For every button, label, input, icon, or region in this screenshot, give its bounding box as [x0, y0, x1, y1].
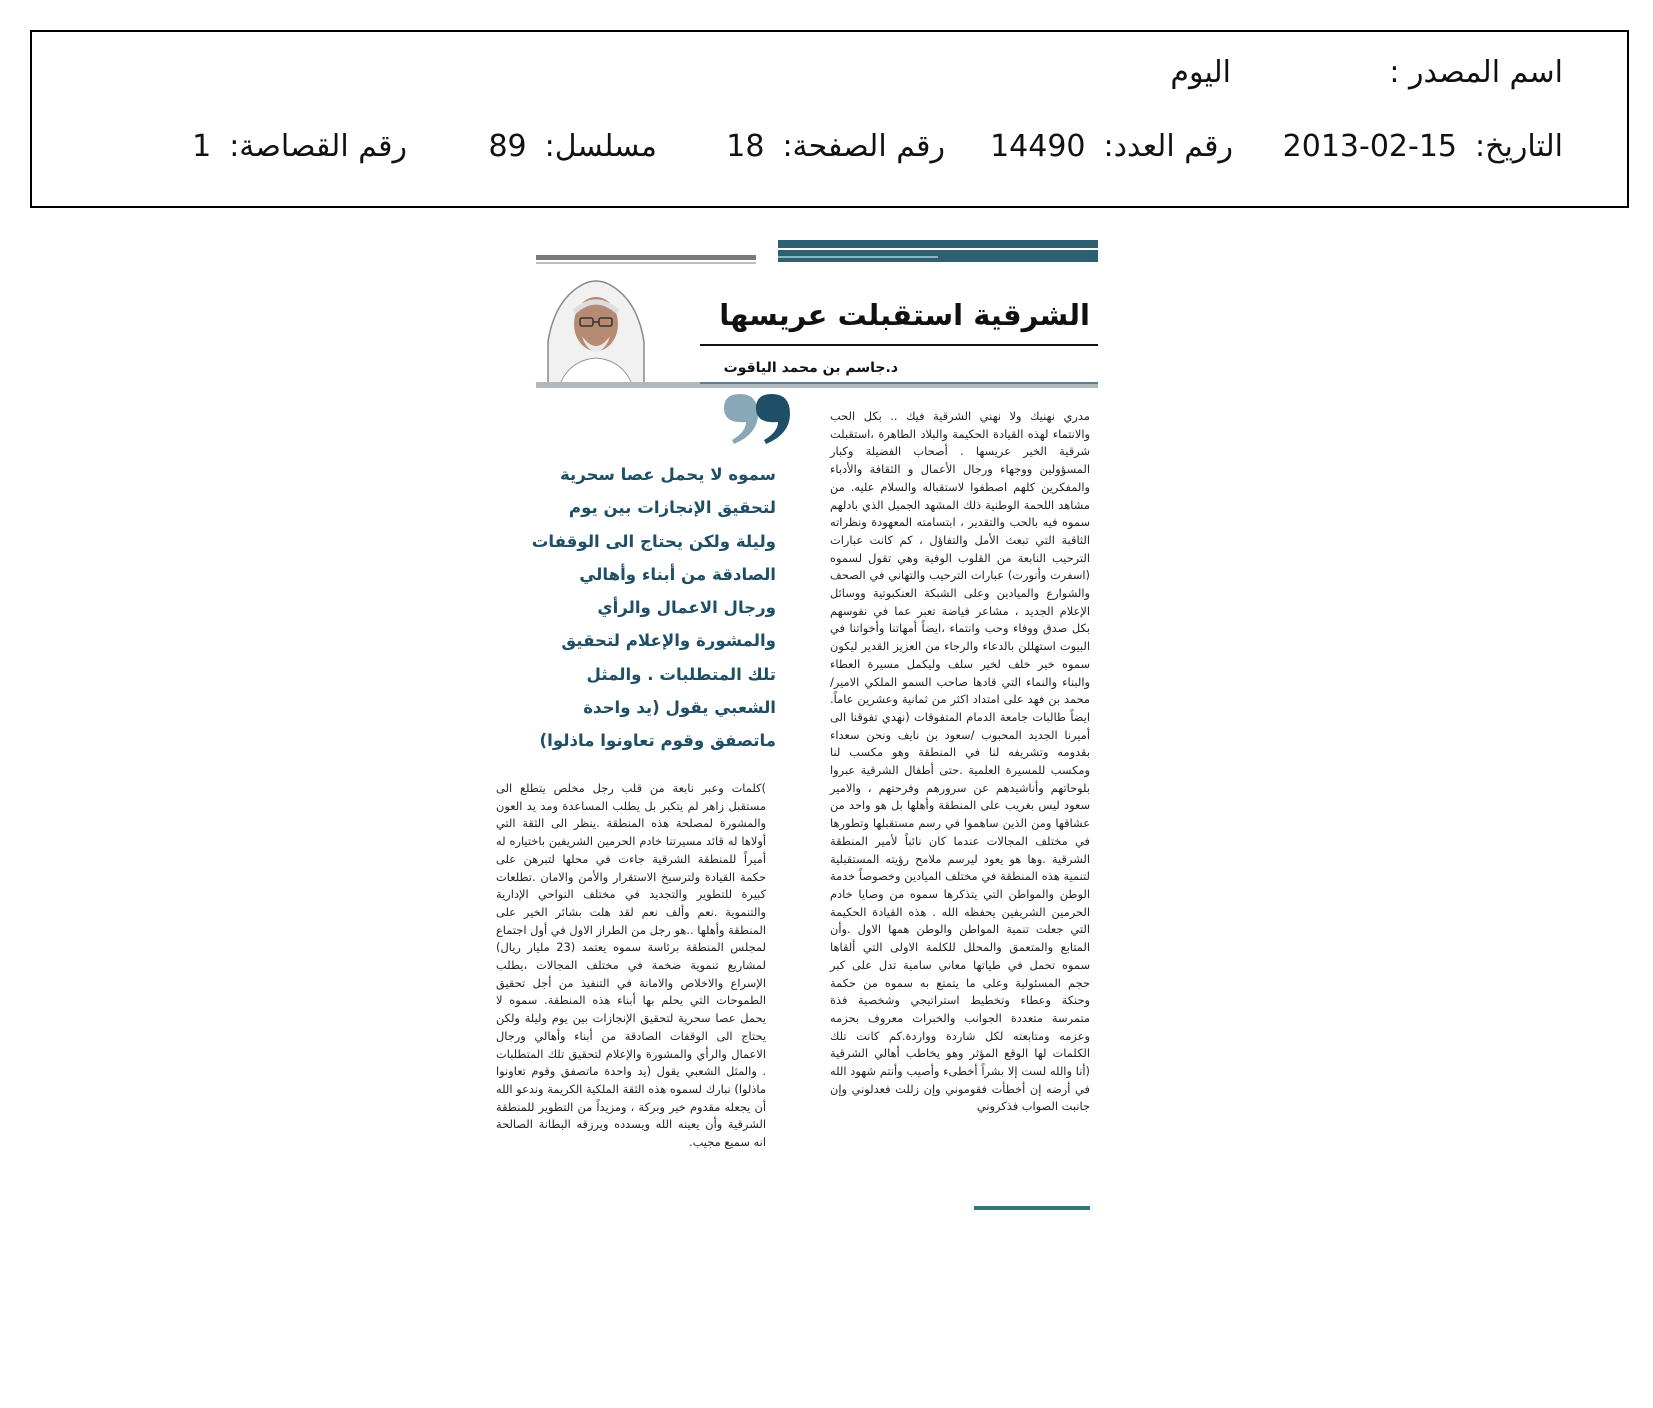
pull-quote: سموه لا يحمل عصا سحرية لتحقيق الإنجازات بين يوم وليلة ولكن يحتاج الى الوقفات الصادقة من أبناء وأهالي ورجال الاعمال والرأي والمشورة والإعلام لتحقيق تلك المتطلبات . والمثل الشعبي يقول (يد واحدة ماتصفق وقوم تعاونوا ماذلوا) [531, 465, 776, 751]
page-value: 18 [726, 129, 765, 164]
article-author: د.جاسم بن محمد الياقوت [723, 360, 898, 376]
quote-mark-icon [710, 388, 790, 448]
article-title: الشرقية استقبلت عريسها [719, 298, 1090, 332]
article-column-right [830, 408, 1090, 1408]
issue-field [990, 129, 1233, 164]
body-text-left: )كلمات وعبر نابعة من قلب رجل مخلص يتطلع الى مستقبل زاهر لم يتكبر بل يطلب المساعدة ومد يد العون والمشورة لمصلحة هذه المنطقة .ينظر الى الثقة التي أولاها له قائد مسيرتنا خادم الحرمين الشريفين باختياره له أميراً للمنطقة الشرقية جاءت في محلها لتبرهن على حكمة القيادة ولترسيخ الاستقرار والأمن والامان .تطلعات كبيرة للتطوير والتجديد في مختلف النواحي الإدارية والتنموية .نعم وألف نعم لقد هلت بشائر الخير على المنطقة وأهلها ..هو رجل من الطراز الاول في أول اجتماع لمجلس المنطقة برئاسة سموه يعتمد (23 مليار ريال) لمشاريع تنموية ضخمة في مختلف المجالات ،يطلب الإسراع والاخلاص والامانة في التنفيذ من أجل تحقيق الطموحات التي يحلم بها أبناء هذه المنطقة. سموه لا يحمل عصا سحرية لتحقيق الإنجازات بين يوم وليلة ولكن يحتاج الى الوقفات الصادقة من أبناء وأهالي ورجال الاعمال والرأي والمشورة والإعلام لتحقيق تلك المتطلبات . والمثل الشعبي يقول (يد واحدة ماتصفق وقوم تعاونوا ماذلوا) نبارك لسموه هذه الثقة الملكية الكريمة وندعو الله أن يجعله مقدوم خير وبركة ، ومزيداً من التطوير للمنطقة الشرقية وأن يعينه الله ويسدده ويرزقه البطانة الصالحة انه سميع مجيب. [496, 781, 767, 1150]
decor-bar-right [778, 240, 1098, 262]
clip-label: رقم القصاصة: [229, 129, 407, 164]
serial-value: 89 [488, 129, 527, 164]
clip-value: 1 [192, 129, 212, 164]
article-column-left [496, 780, 766, 1210]
author-divider [700, 382, 1098, 384]
source-value: اليوم [1170, 55, 1231, 90]
page-field [726, 129, 945, 164]
clipping-header [30, 30, 1629, 208]
serial-field [488, 129, 657, 164]
author-portrait [540, 272, 652, 384]
date-value: 2013-02-15 [1282, 129, 1458, 164]
date-field [1282, 129, 1563, 164]
decor-bar-left [536, 255, 756, 260]
date-label: التاريخ: [1475, 129, 1563, 164]
article-clipping [496, 240, 1098, 1290]
source-label: اسم المصدر : [1389, 55, 1563, 90]
issue-value: 14490 [990, 129, 1086, 164]
body-text-right: مدري نهنيك ولا نهني الشرقية فيك .. بكل الحب والانتماء لهذه القيادة الحكيمة والبلاد الطاهرة ،استقبلت شرقية الخير عريسها . أصحاب الفضيلة وكبار المسؤولين ووجهاء ورجال الأعمال و الثقافة والأدباء والمفكرين كلهم اصطفوا لاستقباله والسلام عليه. من مشاهد اللحمة الوطنية ذلك المشهد الجميل الذي بادلهم سموه فيه بالحب والتقدير ، ابتسامته المعهودة ونظراته الثاقبة التي تبعث الأمل والتفاؤل ، كم كانت عبارات الترحيب النابعة من القلوب الوفية وهي تقول لسموه (اسفرت وأنورت) عبارات الترحيب والتهاني في الصحف والشوارع والميادين وعلى الشبكة العنكبوتية ووسائل الإعلام الجديد ، مشاعر فياضة تعبر عما في نفوسهم بكل صدق ووفاء وحب وانتماء ،ايضاً أمهاتنا وأخواتنا في البيوت استهللن بالدعاء والرجاء من العزيز القدير ليكون سموه خير خلف لخير سلف وليكمل مسيرة العطاء والبناء والنماء التي قادها صاحب السمو الملكي الامير/محمد بن فهد على امتداد اكثر من ثمانية وعشرين عاماً. ايضاً طالبات جامعة الدمام المتفوقات (نهدي تفوقنا الى أميرنا الجديد المحبوب /سعود بن نايف ونحن سعداء بقدومه وتشريفه لنا في المنطقة وهو مكسب لنا ومكسب للمسيرة العلمية .حتى أطفال الشرقية عبروا بلوحاتهم وأناشيدهم عن سرورهم وفرحتهم ، والامير سعود ليس بغريب على المنطقة وأهلها بل هو واحد من عشاقها ومن الذين ساهموا في رسم مستقبلها وتطورها في مختلف المجالات عندما كان نائباً لأمير المنطقة الشرقية .وها هو يعود ليرسم ملامح رؤيته المستقبلية لتنمية هذه المنطقة في مختلف الميادين وخصوصاً خدمة الوطن والمواطن التي يتذكرها سموه من وصايا خادم الحرمين الشريفين يحفظه الله . هذه القيادة الحكيمة التي جعلت تنمية المواطن والوطن همها الاول .وأن المتابع والمتعمق والمحلل للكلمة الاولى التي ألقاها سموه تحمل في طياتها معاني سامية تدل على كبر حجم المسئولية وعلى ما يتمتع به سموه من حكمة وحنكة وعطاء وتخطيط استراتيجي وشخصية فذة متمرسة متعددة الجوانب والخبرات معروف بحزمه وعزمه ومتابعته لكل شاردة وواردة.كم كانت تلك الكلمات لها الوقع المؤثر وهو يخاطب أهالي الشرقية (أنا والله لست إلا بشراً أخطىء وأصيب وأنتم شهود الله في أرضه إن أخطأت فقوموني وإن زللت فعدلوني وإن جانبت الصواب فذكروني [830, 409, 1090, 1114]
issue-label: رقم العدد: [1103, 129, 1233, 164]
clip-field [192, 129, 407, 164]
page-label: رقم الصفحة: [782, 129, 945, 164]
serial-label: مسلسل: [544, 129, 657, 164]
title-divider [700, 344, 1098, 346]
bottom-divider [974, 1206, 1090, 1210]
